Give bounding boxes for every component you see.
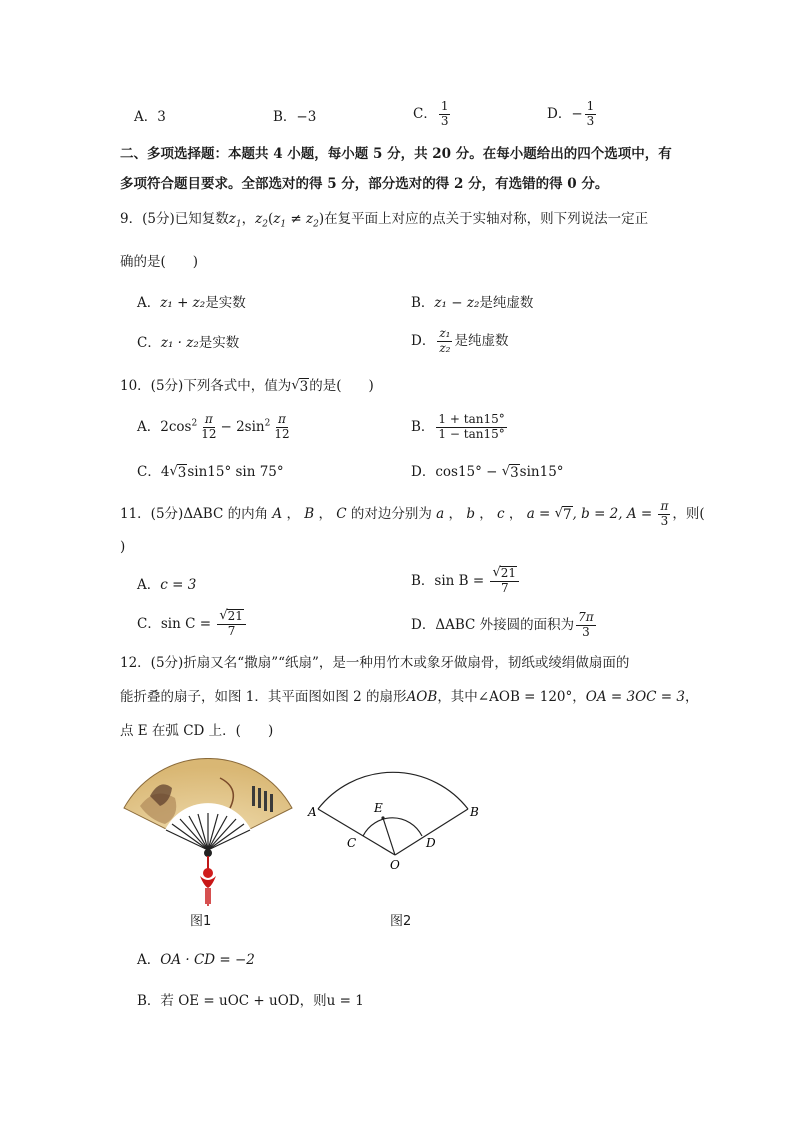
figure-1-fan (120, 758, 296, 908)
q12-stem-line2: 能折叠的扇子，如图 1．其平面图如图 2 的扇形AOB，其中∠AOB = 120°，OA = 3OC = 3， (120, 689, 699, 705)
q11-stem-line1: 11．(5分)ΔABC 的内角 A ， B ， C 的对边分别为 a ， b ， c ， a = √ 7 , b = 2, A = $\frac{\pi}{3}$ ，则( (120, 499, 705, 528)
q12-stem-line1: 12．(5分)折扇又名“撒扇”“纸扇”，是一种用竹木或象牙做扇骨，韧纸或绫绢做扇面的 (120, 655, 630, 671)
question-number: 10．(5分) (120, 378, 184, 395)
q8-option-c (413, 100, 452, 129)
q10-option-b: B． $\frac{1 + \tan 15^\circ}{1 - \tan 15^\circ}$ (411, 412, 505, 441)
q11-option-c: C．sin C = √ 21 7 (137, 609, 248, 639)
q9-stem-line1: 9．(5分)已知复数$z_1$，$z_2(z_1 \ne z_2)$在复平面上对应的点关于实轴对称，则下列说法一定正 (120, 211, 649, 230)
fan-illustration (120, 758, 296, 908)
q11-stem-line2: ) (120, 539, 126, 555)
point-label-o: O (390, 858, 400, 872)
section-heading-line1: 二、多项选择题：本题共 4 小题，每小题 5 分，共 20 分。在每小题给出的四个选项中，有 (120, 146, 672, 162)
sector-diagram (300, 755, 490, 875)
q8-option-d: D．− $\frac{1}{3}$ (547, 99, 595, 128)
q9-option-b: B．z₁ − z₂是纯虚数 (411, 295, 534, 311)
point-label-a: A (308, 805, 317, 819)
q12-stem-line3: 点 E 在弧 CD 上．( ) (120, 723, 274, 739)
point-label-e: E (374, 801, 383, 815)
figure-1-caption: 图1 (190, 914, 212, 929)
sqrt: √ 3 (291, 378, 309, 395)
fraction: $\frac{1 + \tan 15^\circ}{1 - \tan 15^\circ}$ (438, 412, 505, 441)
point-label-b: B (470, 805, 479, 819)
figure-2-caption: 图2 (390, 914, 412, 929)
question-number: 11．(5分) (120, 506, 184, 523)
q8-option-b (273, 109, 316, 125)
q11-option-d: D．ΔABC 外接圆的面积为 $\frac{7\pi}{3}$ (411, 610, 594, 639)
q9-option-a: A．z₁ + z₂是实数 (137, 295, 246, 311)
fraction: $\frac{\text{z₁}}{\text{z₂}}$ (439, 326, 451, 355)
option-label: A． (134, 109, 158, 125)
option-label: B． (273, 109, 297, 125)
fraction: $\frac{1}{3}$ (440, 99, 449, 128)
q9-option-d: D． $\frac{\text{z₁}}{\text{z₂}}$ 是纯虚数 (411, 326, 509, 355)
q10-option-c: C．4 √ 3 sin15° sin 75° (137, 464, 284, 481)
point-label-d: D (426, 836, 436, 850)
point-label-c: C (347, 836, 357, 850)
q10-stem: 10．(5分)下列各式中，值为 √ 3 的是( ) (120, 378, 374, 395)
option-value: 3 (157, 109, 166, 125)
question-number: 12．(5分) (120, 655, 184, 671)
figure-2-diagram (300, 755, 490, 875)
q9-option-c: C．z₁ · z₂是实数 (137, 335, 240, 351)
q11-option-b: B．sin B = √ 21 7 (411, 566, 521, 596)
q10-option-a: A．$2\cos^2$ $\frac{\pi}{12}$ − $2\sin^2$ $\frac{\pi}{12}$ (137, 412, 290, 441)
q11-option-a: A．c = 3 (137, 577, 197, 593)
q12-option-a: A．OA · CD = −2 (137, 952, 255, 968)
fraction: $\frac{1}{3}$ (586, 99, 595, 128)
q9-stem-line2: 确的是( ) (120, 254, 199, 270)
option-value: −3 (296, 109, 317, 125)
q12-option-b: B．若 OE = uOC + uOD，则u = 1 (137, 993, 364, 1009)
option-label: D． (547, 106, 572, 123)
q10-option-d: D．cos15° − √ 3 sin15° (411, 464, 564, 481)
option-label: C． (413, 106, 437, 123)
q8-option-a (134, 109, 166, 125)
question-number: 9．(5分) (120, 211, 175, 227)
section-heading-line2: 多项符合题目要求。全部选对的得 5 分，部分选对的得 2 分，有选错的得 0 分。 (120, 176, 609, 192)
